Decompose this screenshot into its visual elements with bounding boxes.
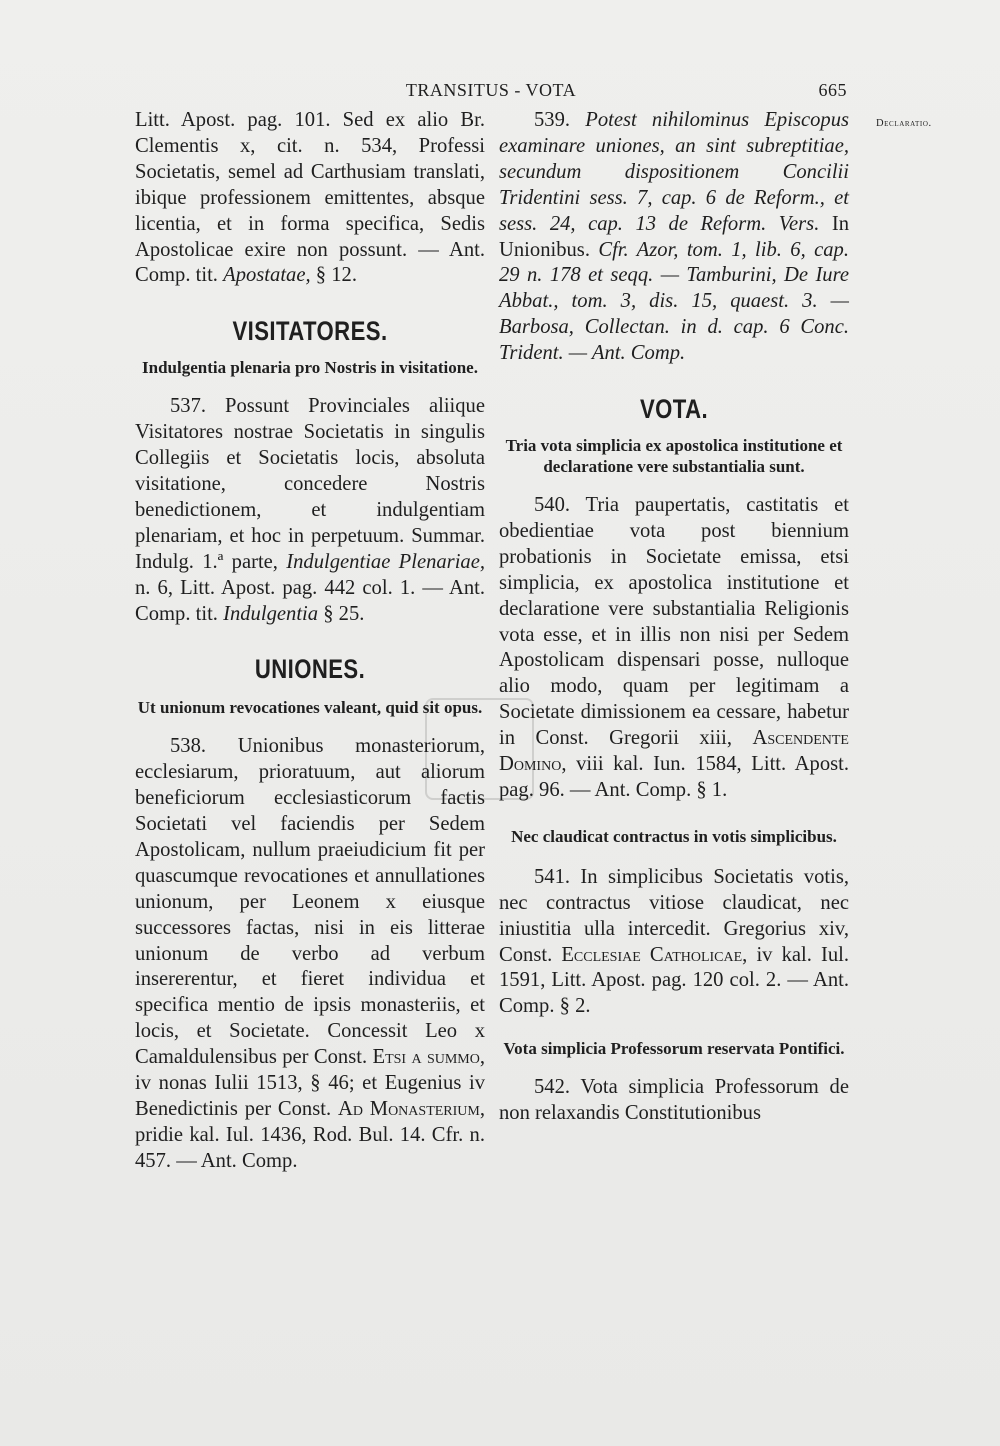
margin-note: Declaratio. <box>876 118 932 129</box>
paragraph-continuation <box>135 108 485 289</box>
paragraph-541 <box>499 865 849 1020</box>
text-run: pridie kal. Iul. 1436, Rod. Bul. 14. Cfr. n. 457. — Ant. Comp. <box>135 1123 485 1172</box>
text-run: 541. In simplicibus Societatis votis, nec contractus vitiose claudicat, nec iniustitia ulla intercedit. Gregorius xiv, Const. <box>499 865 849 966</box>
page-number: 665 <box>818 80 847 100</box>
subsection-title-claudicat: Nec claudicat contractus in votis simplicibus. <box>511 826 837 846</box>
subsection-title-professorum: Vota simplicia Professorum reservata Pontifici. <box>503 1039 845 1059</box>
section-title-uniones: UNIONES. <box>254 654 366 685</box>
left-column <box>135 108 485 1175</box>
text-run-italic: Indulgentia <box>223 602 319 625</box>
section-title-vota: VOTA. <box>639 394 709 425</box>
subsection-title-indulgentia: Indulgentia plenaria pro Nostris in visitatione. <box>142 358 478 378</box>
text-run: § 25. <box>318 602 365 625</box>
text-run-italic: Potest nihilominus Episcopus examinare uniones, an sint subreptitiae, secundum dispositionem Concilii Tridentini sess. 7, cap. 6 de Reform., et sess. 24, cap. 13 de Reform. Vers. <box>499 109 850 235</box>
text-run: viii kal. Iun. 1584, Litt. Apost. pag. 96. — Ant. Comp. § 1. <box>499 753 849 801</box>
paragraph-540 <box>499 493 849 804</box>
text-run-smallcaps: Ascendente Domino, <box>499 727 849 776</box>
text-run: § 12. <box>310 264 357 287</box>
subsection-title-revocationes: Ut unionum revocationes valeant, quid sit opus. <box>137 698 483 718</box>
text-run: 537. Possunt Provinciales aliique Visitatores nostrae Societatis in singulis Collegiis et Societatis locis, absoluta visitatione, concedere Nostris benedictionem, et indulgentiam plenariam, et hoc in perpetuum. Summar. Indulg. 1.ª parte, <box>135 395 485 573</box>
running-head-title: TRANSITUS - VOTA <box>405 80 577 100</box>
text-run-italic: Indulgentiae Plenariae, <box>286 550 486 573</box>
text-run: 538. Unionibus monasteriorum, ecclesiarum, prioratuum, aut aliorum beneficiorum ecclesiasticorum factis Societati vel faciendis per Sedem Apostolicam, nullum praeiudicium fit per quascumque revocationes et annullationes unionum, per Leonem x eiusque successores factas, nisi in eis litterae unionum de verbo ad verbum insererentur, et fieret individua et specifica mentio de ipsis monasteriis, et locis, et Societate. Concessit Leo x Camaldulensibus per Const. <box>135 735 485 1069</box>
text-run-smallcaps: Etsi a summo, <box>372 1046 485 1069</box>
paragraph-537 <box>135 394 485 627</box>
paragraph-538 <box>135 734 485 1174</box>
text-run: iv nonas Iulii 1513, § 46; et Eugenius iv Benedictinis per Const. <box>135 1072 485 1120</box>
text-run: Litt. Apost. pag. 101. Sed ex alio Br. Clementis x, cit. n. 534, Professi Societatis, semel ad Carthusiam translati, ibique professionem emittentes, absque licentia, et in forma specifica, Sedis Apostolicae exire non possunt. — Ant. Comp. tit. <box>135 109 485 287</box>
paragraph-542: 542. Vota simplicia Professorum de non relaxandis Constitutionibus <box>499 1076 849 1125</box>
text-run: n. 6, Litt. Apost. pag. 442 col. 1. — Ant. Comp. tit. <box>135 576 485 625</box>
text-run: In Unionibus. <box>499 212 849 261</box>
text-run-italic: Cfr. Azor, tom. 1, lib. 6, cap. 29 n. 178 et seqq. — Tamburini, De Iure Abbat., tom. 3, dis. 15, quaest. 3. — Barbosa, Collectan. in d. cap. 6 Conc. Trident. — Ant. Comp. <box>499 238 849 365</box>
text-run: 540. Tria paupertatis, castitatis et obedientiae vota post biennium probationis in Societate emissa, etsi simplicia, ex apostolica institutione et declaratione vere substantialia Religionis vota esse, et in illis non nisi per Sedem Apostolicam dispensari posse, nulloque alio modo, quam per legitimam a Societate dimissionem ea cessare, habetur in Const. Gregorii xiii, <box>499 493 849 750</box>
section-title-visitatores: VISITATORES. <box>232 316 388 347</box>
right-column <box>499 108 849 1127</box>
text-run: iv kal. Iul. 1591, Litt. Apost. pag. 120 col. 2. — Ant. Comp. § 2. <box>499 943 850 1018</box>
running-head <box>135 80 847 106</box>
subsection-title-tria-vota: Tria vota simplicia ex apostolica institutione et declaratione vere substantialia sunt. <box>505 435 843 476</box>
text-run-smallcaps: Ecclesiae Catholicae, <box>561 943 748 966</box>
text-run-italic: Apostatae, <box>223 264 311 287</box>
text-run-smallcaps: Ad Monasterium, <box>337 1098 486 1120</box>
text-run: 539. <box>534 109 586 131</box>
paragraph-539 <box>499 108 849 367</box>
